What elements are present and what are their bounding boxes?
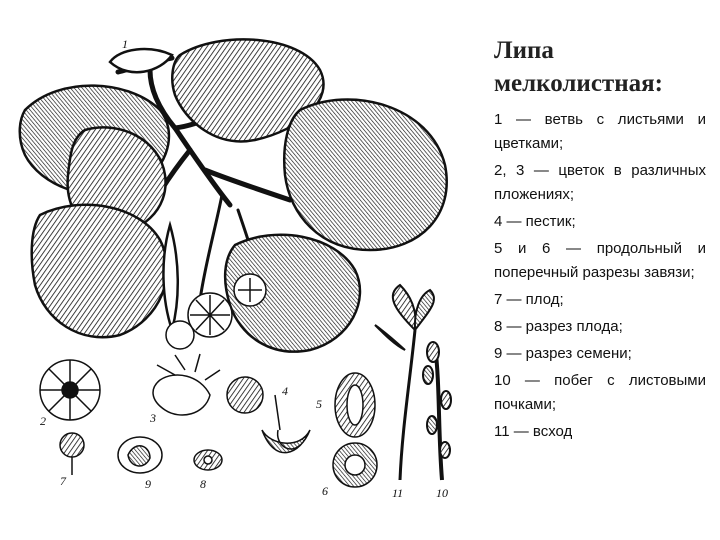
legend-item-8: 10 — побег с листовыми почками; [494,372,706,413]
ovary-sections [333,373,377,487]
legend-item-9: 11 — всход [494,423,573,440]
flower-2 [40,360,100,420]
label-10: 10 [436,486,448,500]
slide-title: Липа мелколистная: [494,37,663,97]
bract [110,49,172,72]
legend-item-4: 5 и 6 — продольный и поперечный разрезы завязи; [494,240,706,281]
bract-long [163,225,177,330]
flower-3 [153,354,263,415]
seedling-and-shoot [375,285,451,480]
leaf-lower-left [32,205,167,337]
label-6: 6 [322,484,328,498]
label-9: 9 [145,477,151,491]
label-4: 4 [282,384,288,398]
leaf-right [284,99,446,250]
label-3: 3 [150,411,156,425]
label-5: 5 [316,397,322,411]
legend-item-3: 4 — пестик; [494,213,576,230]
label-7: 7 [60,474,66,488]
fruit-and-sections [60,433,222,475]
label-1: 1 [122,37,128,51]
label-2: 2 [40,414,46,428]
pistil-4 [262,395,310,453]
legend-item-7: 9 — разрез семени; [494,345,632,362]
leaves [20,39,447,351]
legend-item-6: 8 — разрез плода; [494,318,623,335]
legend-item-2: 2, 3 — цветок в различных пложениях; [494,162,706,203]
legend-item-5: 7 — плод; [494,291,564,308]
caption-panel [494,34,706,447]
label-11: 11 [392,486,404,500]
label-8: 8 [200,477,206,491]
legend-item-1: 1 — ветвь с листьями и цветками; [494,111,706,152]
